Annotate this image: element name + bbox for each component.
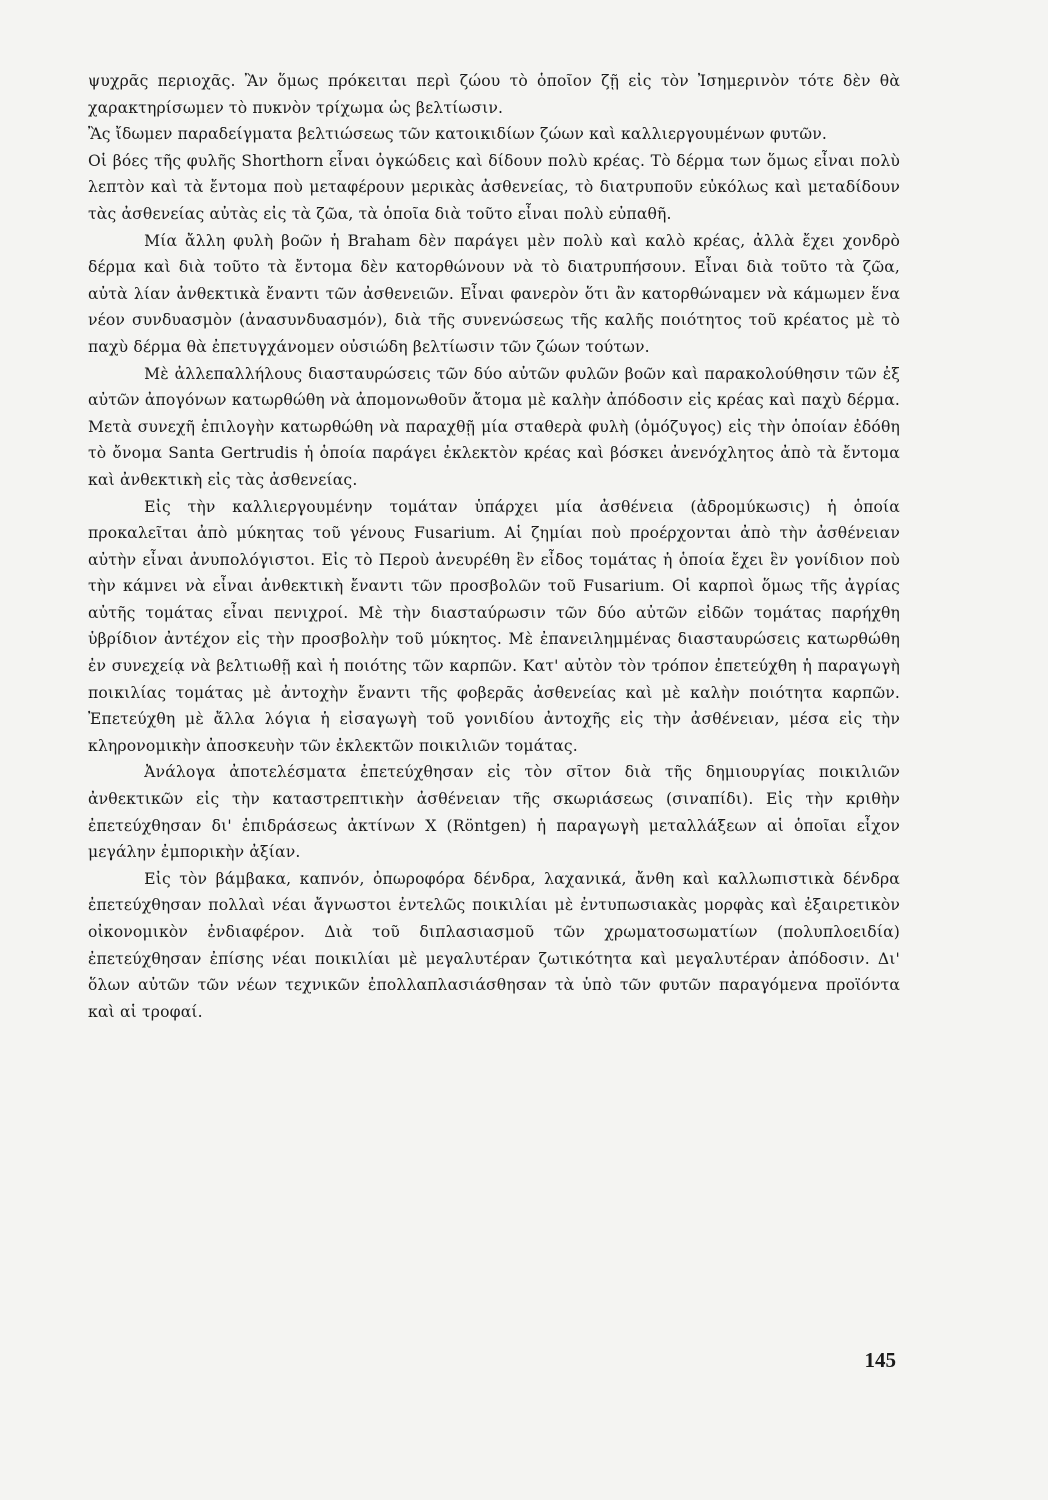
- paragraph-8: Εἰς τὸν βάμβακα, καπνόν, ὀπωροφόρα δένδρα, λαχανικά, ἄνθη καὶ καλλωπιστικὰ δένδρα ἐπετεύχθησαν πολλαὶ νέαι ἄγνωστοι ἐντελῶς ποικιλίαι μὲ ἐντυπωσιακὰς μορφὰς καὶ ἐξαιρετικὸν οἰκονομικὸν ἐνδιαφέρον. Διὰ τοῦ διπλασιασμοῦ τῶν χρωματοσωματίων (πολυπλοειδία) ἐπετεύχθησαν ἐπίσης νέαι ποικιλίαι μὲ μεγαλυτέραν ζωτικότητα καὶ μεγαλυτέραν ἀπόδοσιν. Δι' ὅλων αὐτῶν τῶν νέων τεχνικῶν ἐπολλαπλασιάσθησαν τὰ ὑπὸ τῶν φυτῶν παραγόμενα προϊόντα καὶ αἱ τροφαί.: [88, 869, 900, 1021]
- page-body-text: [88, 68, 900, 1025]
- paragraph-2: Ἂς ἴδωμεν παραδείγματα βελτιώσεως τῶν κατοικιδίων ζώων καὶ καλλιεργουμένων φυτῶν.: [88, 125, 827, 144]
- paragraph-4: Μία ἄλλη φυλὴ βοῶν ἡ Braham δὲν παράγει μὲν πολὺ καὶ καλὸ κρέας, ἀλλὰ ἔχει χονδρὸ δέρμα καὶ διὰ τοῦτο τὰ ἔντομα δὲν κατορθώνουν νὰ τὸ διατρυπήσουν. Εἶναι διὰ τοῦτο τὰ ζῶα, αὐτὰ λίαν ἀνθεκτικὰ ἔναντι τῶν ἀσθενειῶν. Εἶναι φανερὸν ὅτι ἂν κατορθώναμεν νὰ κάμωμεν ἕνα νέον συνδυασμὸν (ἀνασυνδυασμόν), διὰ τῆς συνενώσεως τῆς καλῆς ποιότητος τοῦ κρέατος μὲ τὸ παχὺ δέρμα θὰ ἐπετυγχάνομεν οὐσιώδη βελτίωσιν τῶν ζώων τούτων.: [88, 231, 900, 356]
- page-number: 145: [864, 1348, 896, 1372]
- paragraph-5: Μὲ ἀλλεπαλλήλους διασταυρώσεις τῶν δύο αὐτῶν φυλῶν βοῶν καὶ παρακολούθησιν τῶν ἐξ αὐτῶν ἀπογόνων κατωρθώθη νὰ ἀπομονωθοῦν ἄτομα μὲ καλὴν ἀπόδοσιν εἰς κρέας καὶ παχὺ δέρμα. Μετὰ συνεχῆ ἐπιλογὴν κατωρθώθη νὰ παραχθῇ μία σταθερὰ φυλὴ (ὁμόζυγος) εἰς τὴν ὁποίαν ἐδόθη τὸ ὄνομα Santa Gertrudis ἡ ὁποία παράγει ἐκλεκτὸν κρέας καὶ βόσκει ἀνενόχλητος ἀπὸ τὰ ἔντομα καὶ ἀνθεκτικὴ εἰς τὰς ἀσθενείας.: [88, 364, 900, 489]
- paragraph-6: Εἰς τὴν καλλιεργουμένην τομάταν ὑπάρχει μία ἀσθένεια (ἀδρομύκωσις) ἡ ὁποία προκαλεῖται ἀπὸ μύκητας τοῦ γένους Fusarium. Αἱ ζημίαι ποὺ προέρχονται ἀπὸ τὴν ἀσθένειαν αὐτὴν εἶναι ἀνυπολόγιστοι. Εἰς τὸ Περοὺ ἀνευρέθη ἓν εἶδος τομάτας ἡ ὁποία ἔχει ἓν γονίδιον ποὺ τὴν κάμνει νὰ εἶναι ἀνθεκτικὴ ἔναντι τῶν προσβολῶν τοῦ Fusarium. Οἱ καρποὶ ὅμως τῆς ἀγρίας αὐτῆς τομάτας εἶναι πενιχροί. Μὲ τὴν διασταύρωσιν τῶν δύο αὐτῶν εἰδῶν τομάτας παρήχθη ὑβρίδιον ἀντέχον εἰς τὴν προσβολὴν τοῦ μύκητος. Μὲ ἐπανειλημμένας διασταυρώσεις κατωρθώθη ἐν συνεχείᾳ νὰ βελτιωθῇ καὶ ἡ ποιότης τῶν καρπῶν. Κατ' αὐτὸν τὸν τρόπον ἐπετεύχθη ἡ παραγωγὴ ποικιλίας τομάτας μὲ ἀντοχὴν ἔναντι τῆς φοβερᾶς ἀσθενείας καὶ μὲ καλὴν ποιότητα καρπῶν. Ἐπετεύχθη μὲ ἄλλα λόγια ἡ εἰσαγωγὴ τοῦ γονιδίου ἀντοχῆς εἰς τὴν ἀσθένειαν, μέσα εἰς τὴν κληρονομικὴν ἀποσκευὴν τῶν ἐκλεκτῶν ποικιλιῶν τομάτας.: [88, 497, 900, 755]
- paragraph-3: Οἱ βόες τῆς φυλῆς Shorthorn εἶναι ὀγκώδεις καὶ δίδουν πολὺ κρέας. Τὸ δέρμα των ὅμως εἶναι πολὺ λεπτὸν καὶ τὰ ἔντομα ποὺ μεταφέρουν μερικὰς ἀσθενείας, τὸ διατρυποῦν εὐκόλως καὶ μεταδίδουν τὰς ἀσθενείας αὐτὰς εἰς τὰ ζῶα, τὰ ὁποῖα διὰ τοῦτο εἶναι πολὺ εὐπαθῆ.: [88, 151, 900, 223]
- paragraph-7: Ἀνάλογα ἀποτελέσματα ἐπετεύχθησαν εἰς τὸν σῖτον διὰ τῆς δημιουργίας ποικιλιῶν ἀνθεκτικῶν εἰς τὴν καταστρεπτικὴν ἀσθένειαν τῆς σκωριάσεως (σιναπίδι). Εἰς τὴν κριθὴν ἐπετεύχθησαν δι' ἐπιδράσεως ἀκτίνων Χ (Röntgen) ἡ παραγωγὴ μεταλλάξεων αἱ ὁποῖαι εἶχον μεγάλην ἐμπορικὴν ἀξίαν.: [88, 763, 900, 862]
- paragraph-1: ψυχρᾶς περιοχᾶς. Ἂν ὅμως πρόκειται περὶ ζώου τὸ ὁποῖον ζῇ εἰς τὸν Ἰσημερινὸν τότε δὲν θὰ χαρακτηρίσωμεν τὸ πυκνὸν τρίχωμα ὡς βελτίωσιν.: [88, 72, 900, 117]
